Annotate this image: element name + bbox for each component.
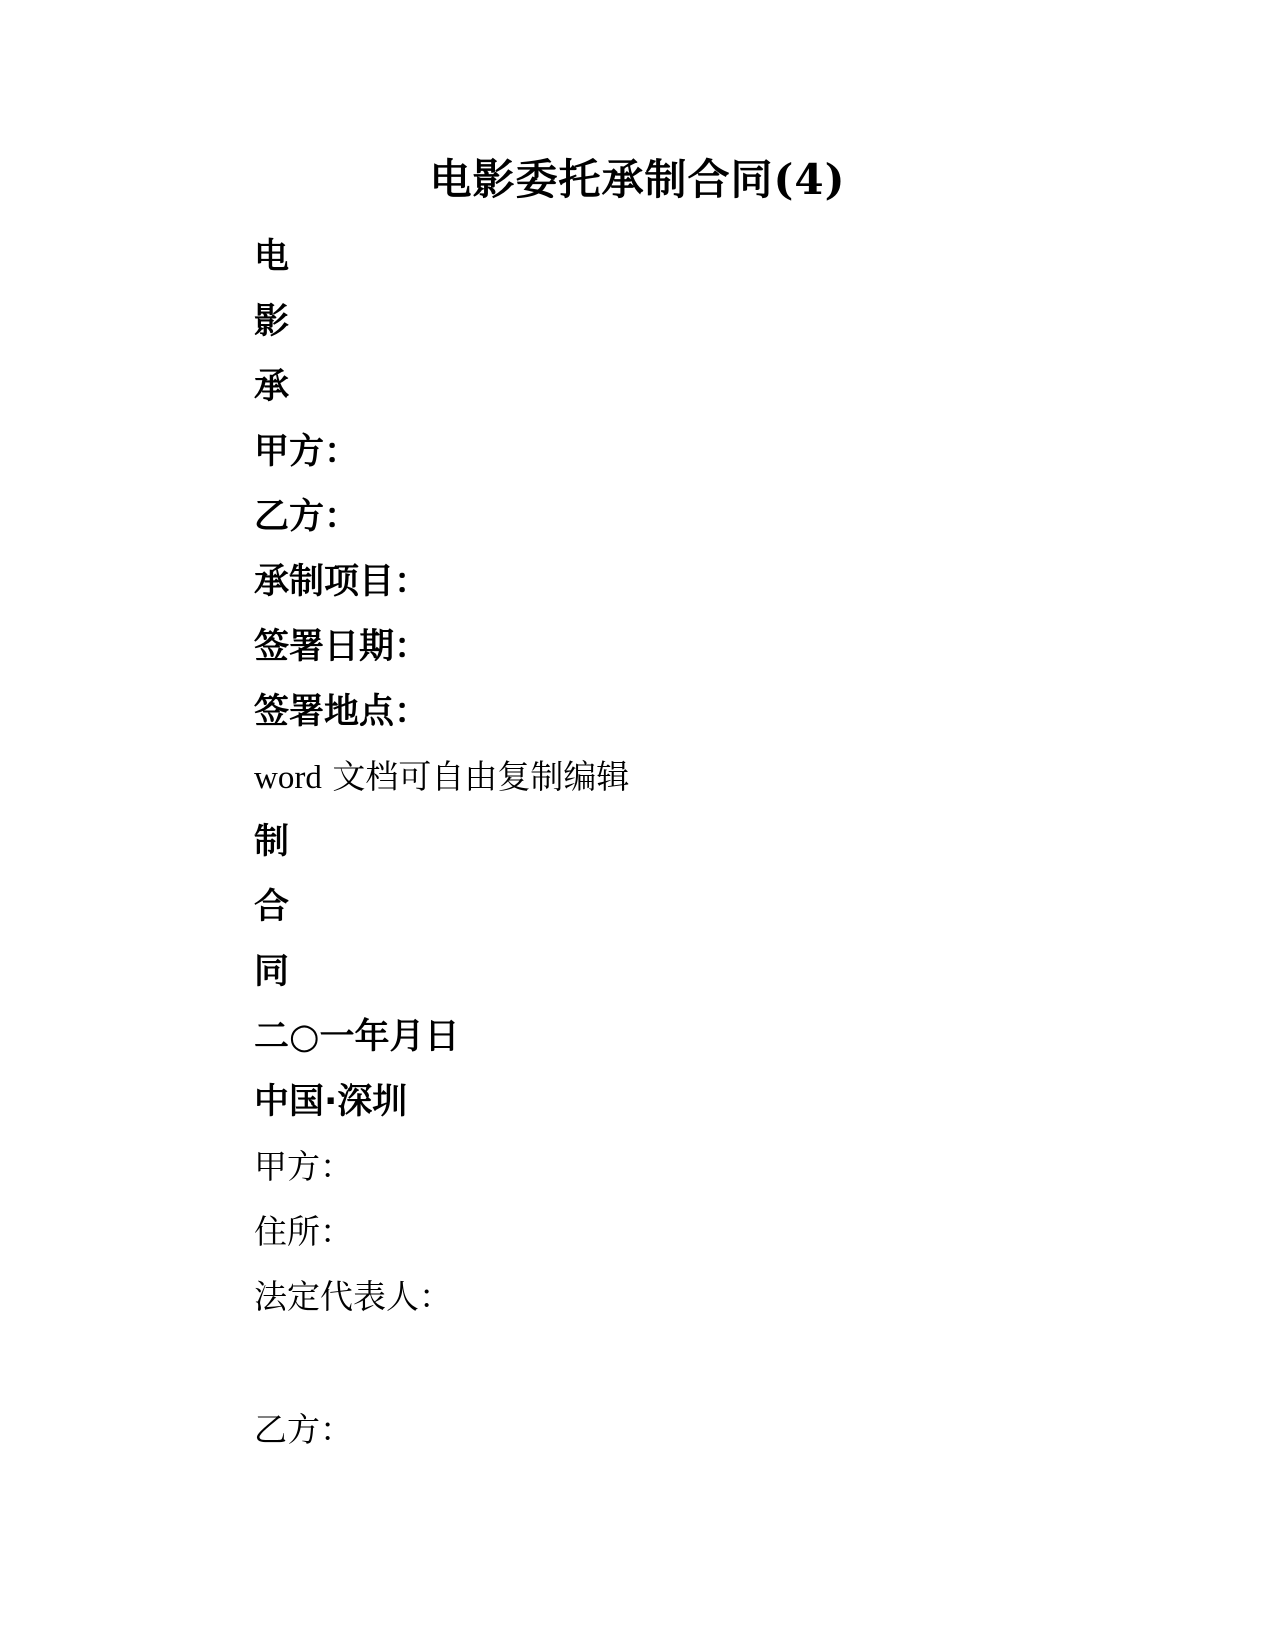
cover-char-he: 合	[254, 887, 290, 927]
cover-char-ying: 影	[254, 302, 290, 342]
document-title: 电影委托承制合同(4)	[429, 155, 846, 204]
cover-party-a-label: 甲方：	[254, 432, 360, 472]
editable-note	[254, 755, 629, 800]
cover-char-dian: 电	[254, 237, 290, 277]
cover-date: 二○一年月日	[254, 1017, 460, 1057]
cover-location: 中国·深圳	[254, 1082, 408, 1122]
legal-representative-line: 法定代表人：	[254, 1277, 452, 1316]
editable-note-cjk: 文档可自由复制编辑	[321, 757, 630, 796]
cover-char-zhi: 制	[254, 822, 290, 862]
cover-sign-place-label: 签署地点：	[254, 692, 430, 732]
address-line: 住所：	[254, 1212, 353, 1251]
cover-project-label: 承制项目：	[254, 562, 430, 602]
cover-sign-date-label: 签署日期：	[254, 627, 430, 667]
cover-char-tong: 同	[254, 952, 290, 992]
party-a-line: 甲方：	[254, 1147, 353, 1186]
party-b-line: 乙方：	[254, 1410, 353, 1449]
cover-party-b-label: 乙方：	[254, 497, 360, 537]
editable-note-latin: word	[254, 760, 322, 796]
cover-char-cheng: 承	[254, 367, 290, 407]
